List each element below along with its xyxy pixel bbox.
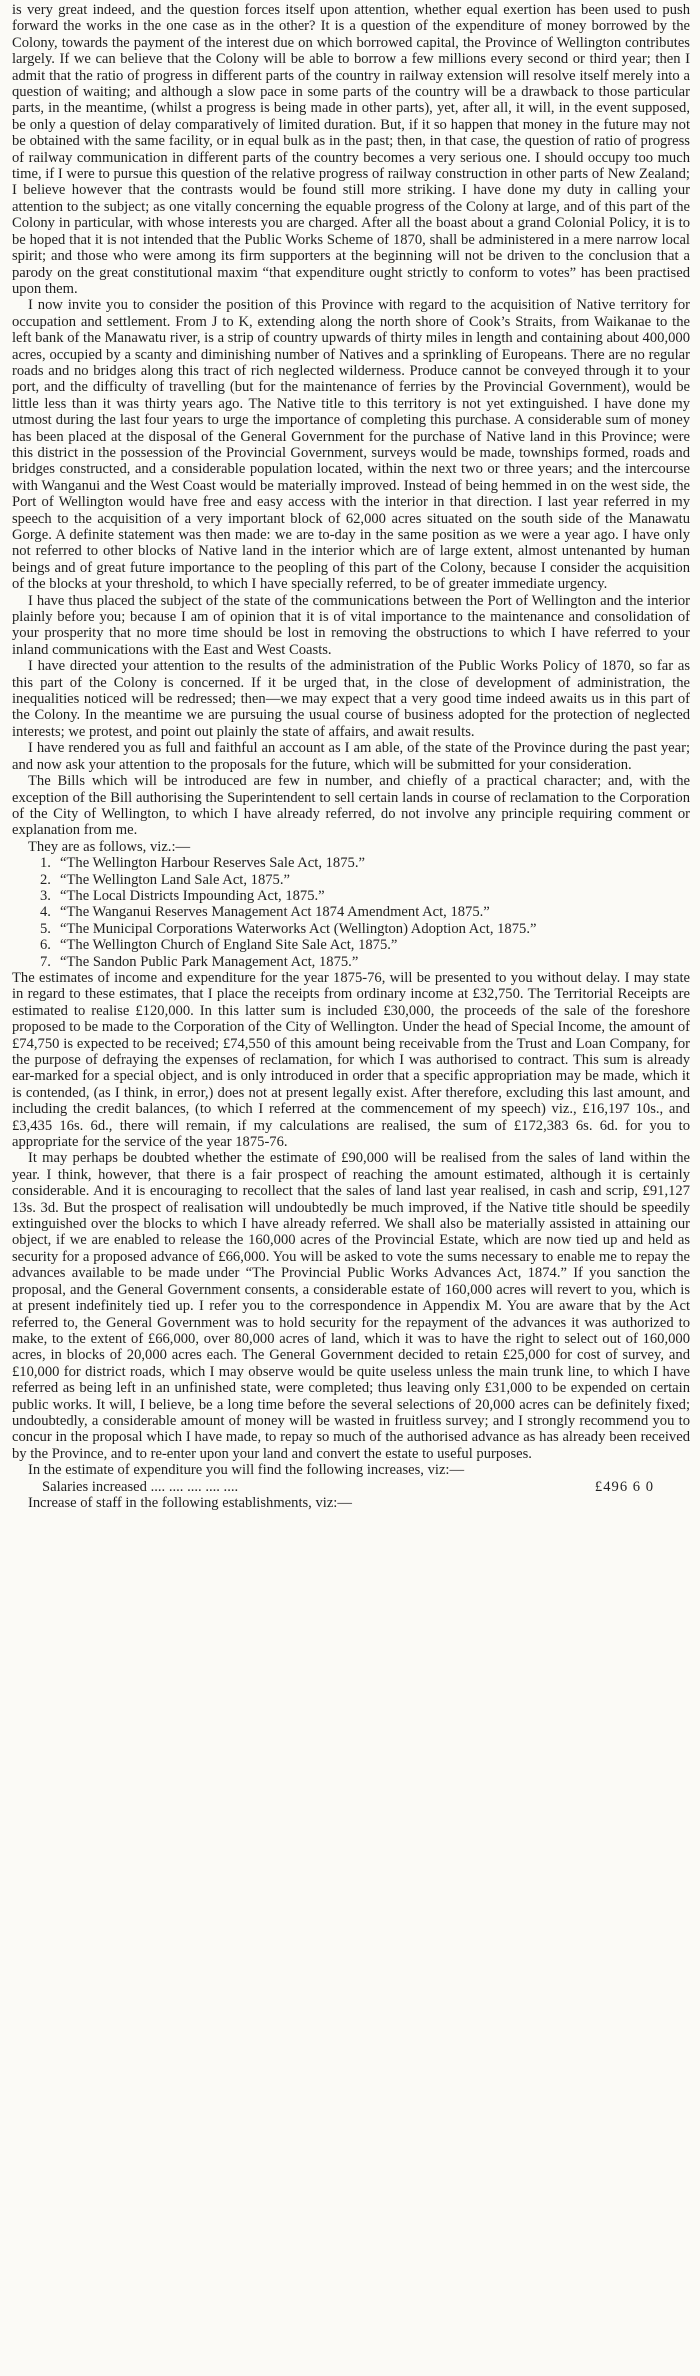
salaries-line xyxy=(12,1479,690,1495)
act-title: “The Wanganui Reserves Management Act 1874 Amendment Act, 1875.” xyxy=(60,904,490,921)
salaries-label: Salaries increased .... .... .... .... .... xyxy=(42,1478,239,1495)
act-number: 4. xyxy=(40,904,51,921)
act-title: “The Wellington Harbour Reserves Sale Act, 1875.” xyxy=(60,855,365,872)
act-item xyxy=(40,921,690,937)
act-item xyxy=(40,904,690,920)
act-item xyxy=(40,855,690,871)
act-title: “The Local Districts Impounding Act, 1875.” xyxy=(60,887,325,904)
paragraph-2: I now invite you to consider the position of this Province with regard to the acquisition of Native territory for occupation and settlement. From J to K, extending along the north shore of Cook’s Straits, from Waikanae to the left bank of the Manawatu river, is a strip of country upwards of thirty miles in length and containing about 400,000 acres, occupied by a scanty and diminishing number of Natives and a sprinkling of Europeans. There are no regular roads and no bridges along this tract of rich neglected wilderness. Produce cannot be conveyed through it to your port, and the difficulty of travelling (but for the maintenance of ferries by the Provincial Government), would be little less than it was thirty years ago. The Native title to this territory is not yet extinguished. I have done my utmost during the last four years to urge the importance of completing this purchase. A considerable sum of money has been placed at the disposal of the General Government for the purchase of Native land in this Province; were this district in the possession of the Provincial Government, surveys would be made, townships formed, roads and bridges constructed, and a considerable population located, within the next two or three years; and the intercourse with Wanganui and the West Coast would be materially improved. Instead of being hemmed in on the west side, the Port of Wellington would have free and easy access with the interior in that direction. I last year referred in my speech to the acquisition of a very important block of 62,000 acres situated on the south side of the Manawatu Gorge. A definite statement was then made: we are to-day in the same position as we were a year ago. I have only not referred to other blocks of Native land in the interior which are of large extent, almost untenanted by human beings and of great future importance to the peopling of this part of the Colony, because I consider the acquisition of the blocks at your threshold, to which I have specially referred, to be of greater immediate urgency. xyxy=(12,297,690,593)
act-title: “The Wellington Land Sale Act, 1875.” xyxy=(60,871,290,888)
act-number: 6. xyxy=(40,937,51,954)
act-number: 1. xyxy=(40,855,51,872)
paragraph-3: I have thus placed the subject of the state of the communications between the Port of Wellington and the interior plainly before you; because I am of opinion that it is of vital importance to the maintenance and consolidation of your prosperity that no more time should be lost in removing the obstructions to which I have referred to your inland communications with the East and West Coasts. xyxy=(12,592,690,658)
act-number: 2. xyxy=(40,871,51,888)
act-number: 7. xyxy=(40,953,51,970)
paragraph-4: I have directed your attention to the results of the administration of the Public Works Policy of 1870, so far as this part of the Colony is concerned. If it be urged that, in the close of development of administration, the inequalities noticed will be redressed; then—we may expect that a very good time indeed awaits us in this part of the Colony. In the meantime we are pursuing the usual course of business adopted for the protection of neglected interests; we protest, and point out plainly the state of affairs, and await results. xyxy=(12,658,690,740)
act-item xyxy=(40,888,690,904)
act-title: “The Wellington Church of England Site Sale Act, 1875.” xyxy=(60,937,398,954)
closing-line: Increase of staff in the following establishments, viz:— xyxy=(28,1494,352,1511)
act-number: 5. xyxy=(40,920,51,937)
paragraph-8: It may perhaps be doubted whether the estimate of £90,000 will be realised from the sales of land within the year. I think, however, that there is a fair prospect of reaching the amount estimated, although it is certainly considerable. And it is encouraging to recollect that the sales of land last year realised, in cash and scrip, £91,127 13s. 3d. But the prospect of realisation will undoubtedly be much improved, if the Native title should be speedily extinguished over the blocks to which I have already referred. We shall also be materially assisted in attaining our object, if we are enabled to release the 160,000 acres of the Provincial Estate, which are now tied up and held as security for a proposed advance of £66,000. You will be asked to vote the sums necessary to enable me to repay the advances available to be made under “The Provincial Public Works Advances Act, 1874.” If you sanction the proposal, and the General Government consents, a considerable estate of 160,000 acres will revert to you, which is at present indefinitely tied up. I refer you to the correspondence in Appendix M. You are aware that by the Act referred to, the General Government was to hold security for the repayment of the advances it was authorized to make, to the extent of £66,000, over 80,000 acres of land, which it was to have the right to select out of 160,000 acres, in blocks of 20,000 acres each. The General Government decided to retain £25,000 for cost of survey, and £10,000 for district roads, which I may observe would be quite useless unless the main trunk line, to which I have referred as being left in an unfinished state, were completed; thus leaving only £31,000 to be expended on certain public works. It will, I believe, be a long time before the several selections of 20,000 acres can be definitely fixed; undoubtedly, a considerable amount of money will be wasted in fruitless survey; and I strongly recommend you to concur in the proposal which I have made, to repay so much of the authorised advance as has already been received by the Province, and to re-enter upon your land and convert the estate to useful purposes. xyxy=(12,1150,690,1462)
paragraph-7: The estimates of income and expenditure for the year 1875-76, will be presented to you without delay. I may state in regard to these estimates, that I place the receipts from ordinary income at £32,750. The Territorial Receipts are estimated to realise £120,000. In this latter sum is included £30,000, the proceeds of the sale of the foreshore proposed to be made to the Corporation of the City of Wellington. Under the head of Special Income, the amount of £74,750 is expected to be received; £74,550 of this amount being receivable from the Trust and Loan Company, for the purpose of defraying the expenses of reclamation, for which I was authorised to contract. This sum is already ear-marked for a special object, and is only introduced in order that a specific appropriation may be made, which it is contended, (as I think, in error,) does not at present legally exist. After therefore, excluding this last amount, and including the credit balances, (to which I referred at the commencement of my speech) viz., £16,197 10s., and £3,435 16s. 6d., there will remain, if my calculations are realised, the sum of £172,383 6s. 6d. for you to appropriate for the service of the year 1875-76. xyxy=(12,969,690,1151)
act-title: “The Sandon Public Park Management Act, 1875.” xyxy=(60,953,359,970)
act-item xyxy=(40,954,690,970)
acts-intro: They are as follows, viz.:— xyxy=(28,838,191,855)
act-item xyxy=(40,872,690,888)
salaries-amount: £496 6 0 xyxy=(594,1478,654,1495)
paragraph-1: is very great indeed, and the question forces itself upon attention, whether equal exertion has been used to push forward the works in the one case as in the other? It is a question of the expenditure of money borrowed by the Colony, towards the payment of the interest due on which borrowed capital, the Province of Wellington contributes largely. If we can believe that the Colony will be able to borrow a few millions every second or third year; then I admit that the ratio of progress in different parts of the country in railway extension will resolve itself merely into a question of waiting; and although a slow pace in some parts of the country will be a drawback to those particular parts, in the meantime, (whilst a progress is being made in other parts), yet, after all, it will, in the event supposed, be only a question of delay comparatively of limited duration. But, if it so happen that money in the future may not be obtained with the same facility, or in equal bulk as in the past; then, in that case, the question of ratio of progress of railway communication in different parts of the country becomes a very serious one. I should occupy too much time, if I were to pursue this question of the relative progress of railway construction in other parts of New Zealand; I believe however that the contrasts would be found still more striking. I have done my duty in calling your attention to the subject; as one vitally concerning the equable progress of the Colony at large, and of this part of the Colony in particular, with whose interests you are charged. After all the boast about a grand Colonial Policy, it is to be hoped that it is not intended that the Public Works Scheme of 1870, shall be administered in a mere narrow local spirit; and those who were among its firm supporters at the beginning will not be driven to the conclusion that a parody on the great constitutional maxim “that expenditure ought strictly to conform to votes” has been practised upon them. xyxy=(12,2,690,297)
act-number: 3. xyxy=(40,887,51,904)
act-title: “The Municipal Corporations Waterworks Act (Wellington) Adoption Act, 1875.” xyxy=(60,920,537,937)
paragraph-5: I have rendered you as full and faithful an account as I am able, of the state of the Province during the past year; and now ask your attention to the proposals for the future, which will be submitted for your consideration. xyxy=(12,740,690,773)
paragraph-9: In the estimate of expenditure you will find the following increases, viz:— xyxy=(28,1462,465,1479)
acts-list xyxy=(12,855,690,970)
act-item xyxy=(40,937,690,953)
paragraph-6: The Bills which will be introduced are few in number, and chiefly of a practical character; and, with the exception of the Bill authorising the Superintendent to sell certain lands in course of reclamation to the Corporation of the City of Wellington, to which I have already referred, do not involve any principle requiring comment or explanation from me. xyxy=(12,773,690,839)
